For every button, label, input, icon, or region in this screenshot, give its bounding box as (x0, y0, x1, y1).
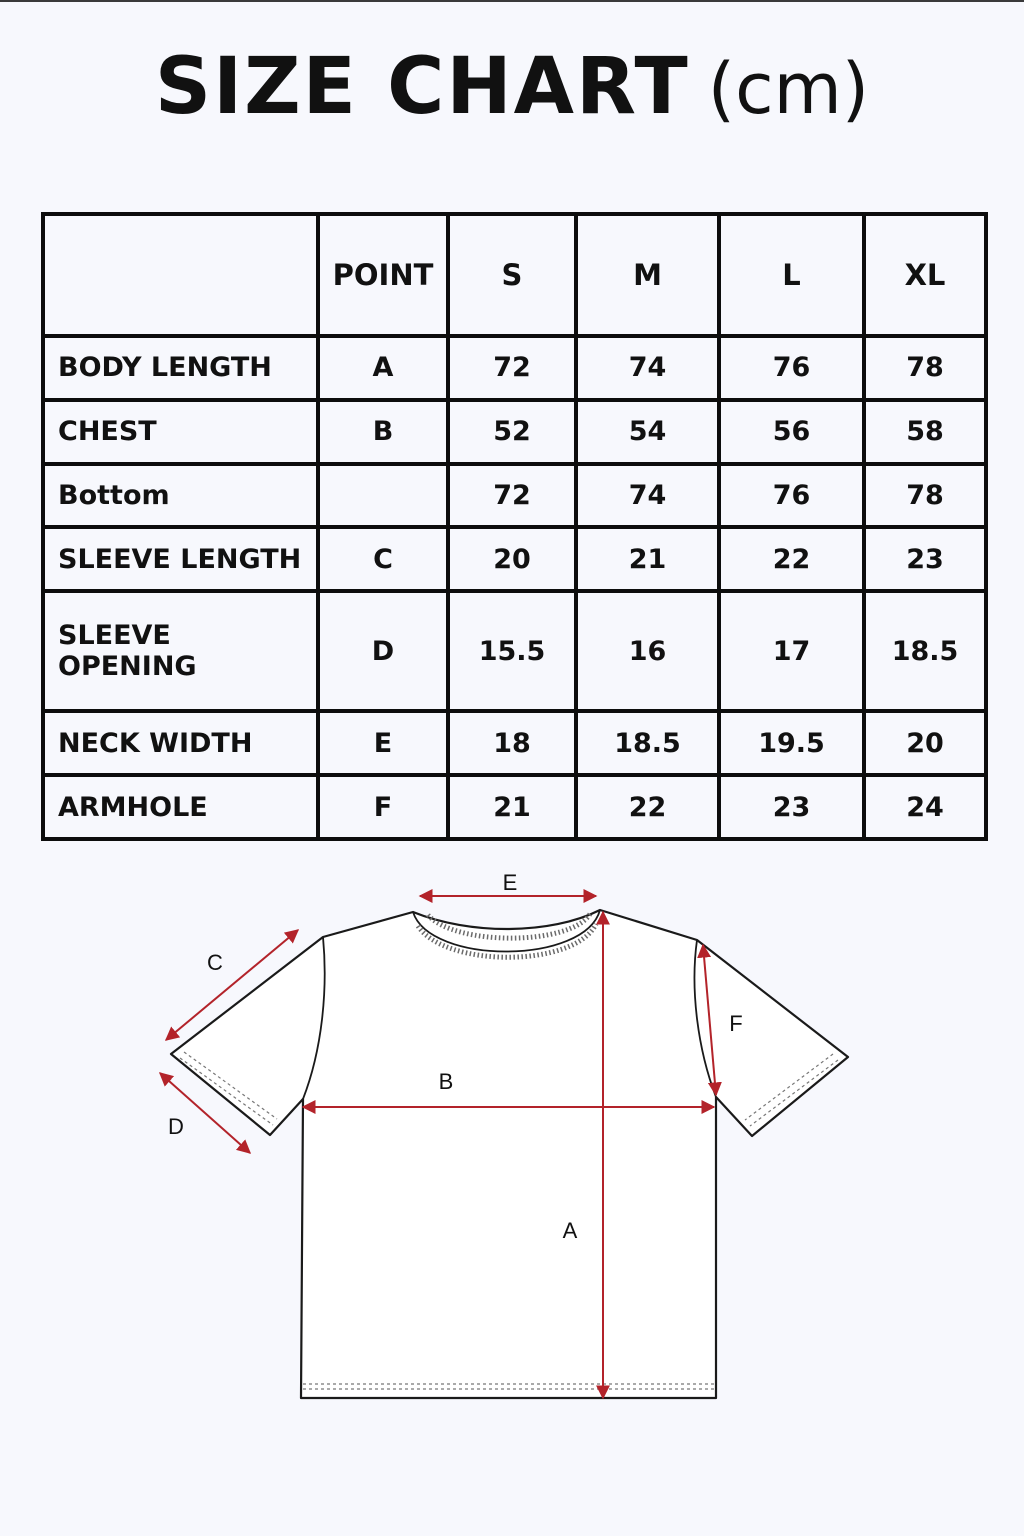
measurement-label: Bottom (43, 464, 318, 528)
table-row (43, 711, 986, 775)
size-value: 56 (719, 400, 864, 464)
size-value: 22 (719, 527, 864, 591)
measurement-label: NECK WIDTH (43, 711, 318, 775)
table-row (43, 336, 986, 400)
table-row (43, 591, 986, 711)
title-unit: (cm) (707, 48, 870, 130)
size-value: 18.5 (864, 591, 986, 711)
size-value: 74 (576, 336, 719, 400)
table-header-row (43, 214, 986, 336)
size-value: 18.5 (576, 711, 719, 775)
title-main: SIZE CHART (154, 42, 690, 132)
size-table (41, 212, 988, 841)
size-value: 23 (864, 527, 986, 591)
size-value: 21 (448, 775, 576, 839)
label-b: B (438, 1069, 454, 1094)
label-f: F (729, 1011, 743, 1036)
measurement-label: ARMHOLE (43, 775, 318, 839)
label-a: A (562, 1218, 578, 1243)
size-value: 22 (576, 775, 719, 839)
tshirt-outline (171, 910, 848, 1398)
table-row (43, 400, 986, 464)
size-value: 58 (864, 400, 986, 464)
size-value: 78 (864, 464, 986, 528)
size-value: 54 (576, 400, 719, 464)
size-value: 20 (864, 711, 986, 775)
point-code: A (318, 336, 448, 400)
tshirt-diagram (0, 850, 1024, 1410)
point-code: F (318, 775, 448, 839)
point-code: C (318, 527, 448, 591)
label-c: C (207, 950, 223, 975)
size-value: 72 (448, 336, 576, 400)
size-value: 19.5 (719, 711, 864, 775)
size-value: 52 (448, 400, 576, 464)
size-value: 72 (448, 464, 576, 528)
point-code: D (318, 591, 448, 711)
size-value: 21 (576, 527, 719, 591)
label-d: D (168, 1114, 184, 1139)
measurement-label: SLEEVE LENGTH (43, 527, 318, 591)
page-title (0, 42, 1024, 132)
header-cell: M (576, 214, 719, 336)
size-value: 16 (576, 591, 719, 711)
size-value: 23 (719, 775, 864, 839)
measurement-label: BODY LENGTH (43, 336, 318, 400)
measurement-label: CHEST (43, 400, 318, 464)
measurement-label: SLEEVE OPENING (43, 591, 318, 711)
header-cell: L (719, 214, 864, 336)
size-value: 76 (719, 336, 864, 400)
size-value: 24 (864, 775, 986, 839)
size-value: 78 (864, 336, 986, 400)
header-cell: POINT (318, 214, 448, 336)
header-cell (43, 214, 318, 336)
header-cell: XL (864, 214, 986, 336)
size-value: 74 (576, 464, 719, 528)
point-code (318, 464, 448, 528)
header-cell: S (448, 214, 576, 336)
table-row (43, 527, 986, 591)
point-code: B (318, 400, 448, 464)
table-row (43, 464, 986, 528)
size-value: 20 (448, 527, 576, 591)
size-value: 15.5 (448, 591, 576, 711)
label-e: E (502, 870, 518, 895)
size-value: 17 (719, 591, 864, 711)
top-border (0, 0, 1024, 2)
size-value: 76 (719, 464, 864, 528)
point-code: E (318, 711, 448, 775)
table-row (43, 775, 986, 839)
size-value: 18 (448, 711, 576, 775)
